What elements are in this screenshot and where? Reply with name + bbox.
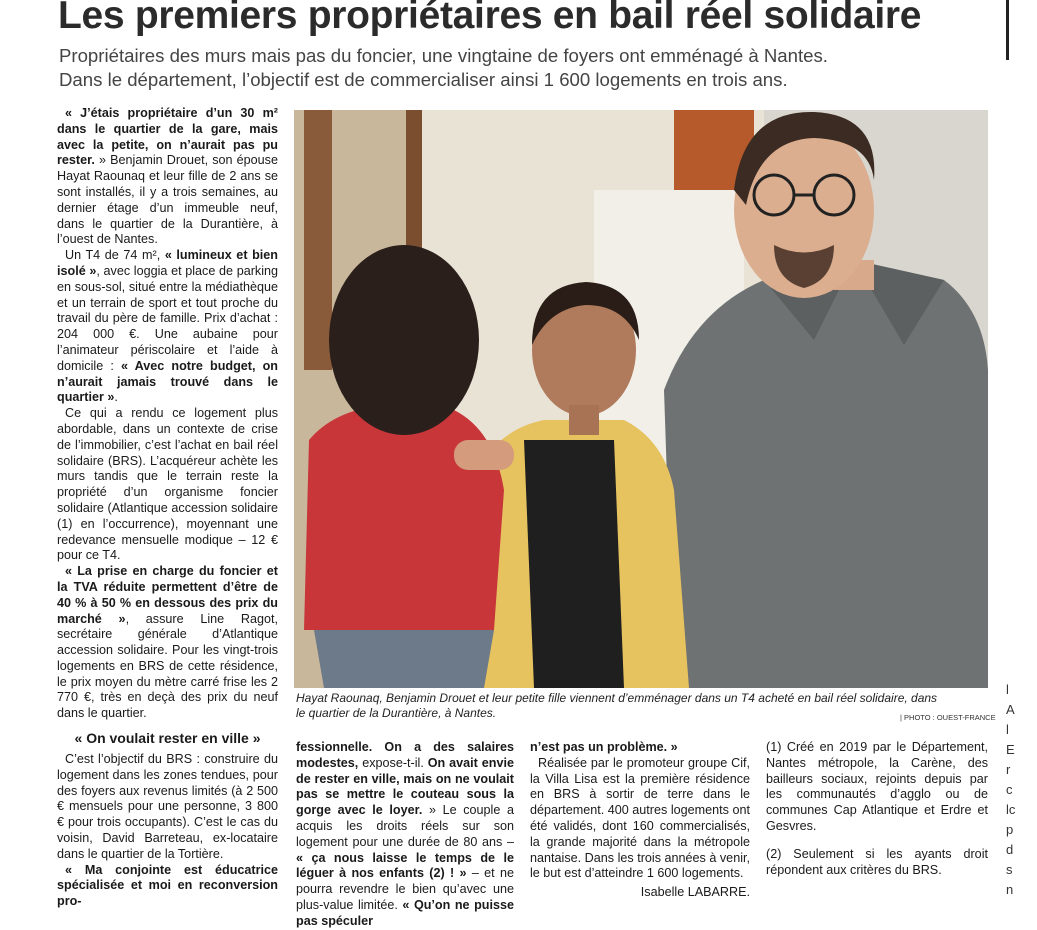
footnotes xyxy=(766,740,988,890)
paragraph: « La prise en charge du foncier et la TVA réduite permettent d’être de 40 % à 50 % en dessous des prix du marché », assure Line Ragot, secrétaire générale d’Atlantique accession solidaire. Pour les vingt-trois logements en BRS de cette résidence, le prix moyen du mètre carré frise les 2 770 €, très en deçà des prix du neuf dans le quartier. xyxy=(57,564,278,721)
footnote: (2) Seulement si les ayants droit répondent aux critères du BRS. xyxy=(766,846,988,877)
paragraph: « J’étais propriétaire d’un 30 m² dans le quartier de la gare, mais avec la petite, on n’aurait pas pu rester. » Benjamin Drouet, son épouse Hayat Raounaq et leur fille de 2 ans se sont installés, il y a trois semaines, au dernier étage d’un immeuble neuf, dans le quartier de la Durantière, à l’ouest de Nantes. xyxy=(57,106,278,247)
adjacent-column-fragments: l A l E r c lc p d s n xyxy=(1006,682,1016,897)
paragraph: C’est l’objectif du BRS : construire du logement dans les zones tendues, pour des foyers aux revenus limités (à 2 500 € mensuels pour une personne, 3 800 € pour trois occupants). C’est le cas du voisin, David Barreteau, ex-locataire dans le quartier de la Tortière. xyxy=(57,752,278,861)
photo-credit: | PHOTO : OUEST-FRANCE xyxy=(900,713,996,722)
paragraph: fessionnelle. On a des salaires modestes, expose-t-il. On avait envie de rester en ville, mais on ne voulait pas se mettre le couteau sous la gorge avec le loyer. » Le couple a acquis les droits réels sur son logement pour une durée de 80 ans – « ça nous laisse le temps de le léguer à nos enfants (2) ! » – et ne pourra revendre le bien qu’avec une plus-value limitée. « Qu’on ne puisse pas spéculer xyxy=(296,740,515,928)
headline: Les premiers propriétaires en bail réel solidaire xyxy=(58,0,922,37)
paragraph: Ce qui a rendu ce logement plus abordable, dans un contexte de crise de l’immobilier, c’est l’achat en bail réel solidaire (BRS). L’acquéreur achète les murs tandis que le terrain reste la propriété d’un organisme foncier solidaire (Atlantique accession solidaire (1) en l’occurrence), moyennant une redevance mensuelle modique – 12 € pour ce T4. xyxy=(57,406,278,563)
paragraph: n’est pas un problème. » xyxy=(530,740,678,754)
family-photo-illustration xyxy=(294,110,988,688)
deck xyxy=(59,44,828,92)
author-signature: Isabelle LABARRE. xyxy=(640,885,750,900)
deck-line-2: Dans le département, l’objectif est de commercialiser ainsi 1 600 logements en trois ans. xyxy=(59,69,788,90)
article-photo xyxy=(294,110,988,688)
subheading: « On voulait rester en ville » xyxy=(74,730,261,746)
paragraph: Un T4 de 74 m², « lumineux et bien isolé », avec loggia et place de parking en sous-sol, situé entre la médiathèque et un terrain de sport et tout proche du travail du père de famille. Prix d’achat : 204 000 €. Une aubaine pour l’animateur périscolaire et l’aide à domicile : « Avec notre budget, on n’aurait jamais trouvé dans le quartier ». xyxy=(57,248,279,405)
column-rule xyxy=(1006,0,1009,60)
article-column-3 xyxy=(530,740,750,901)
deck-line-1: Propriétaires des murs mais pas du foncier, une vingtaine de foyers ont emménagé à Nantes. xyxy=(59,45,828,66)
adjacent-column-edge xyxy=(998,0,1037,915)
article-column-1-continued xyxy=(57,752,278,910)
article-column-2 xyxy=(296,740,514,930)
photo-caption: Hayat Raounaq, Benjamin Drouet et leur petite fille viennent d’emménager dans un T4 acheté en bail réel solidaire, dans le quartier de la Durantière, à Nantes. xyxy=(296,691,938,720)
footnote: (1) Créé en 2019 par le Département, Nantes métropole, la Carène, des bailleurs sociaux, rejoints depuis par les communautés d’agglo ou de communes Cap Atlantique et Erdre et Gesvres. xyxy=(766,740,988,833)
paragraph: Réalisée par le promoteur groupe Cif, la Villa Lisa est la première résidence en BRS à sortir de terre dans le département. 400 autres logements ont été validés, dont 160 commercialisés, la grande majorité dans la métropole nantaise. Dans les trois années à venir, le but est d’atteindre 1 600 logements. xyxy=(530,755,750,881)
article-column-1 xyxy=(57,106,278,722)
paragraph: « Ma conjointe est éducatrice spécialisée et moi en reconversion pro- xyxy=(57,862,278,909)
